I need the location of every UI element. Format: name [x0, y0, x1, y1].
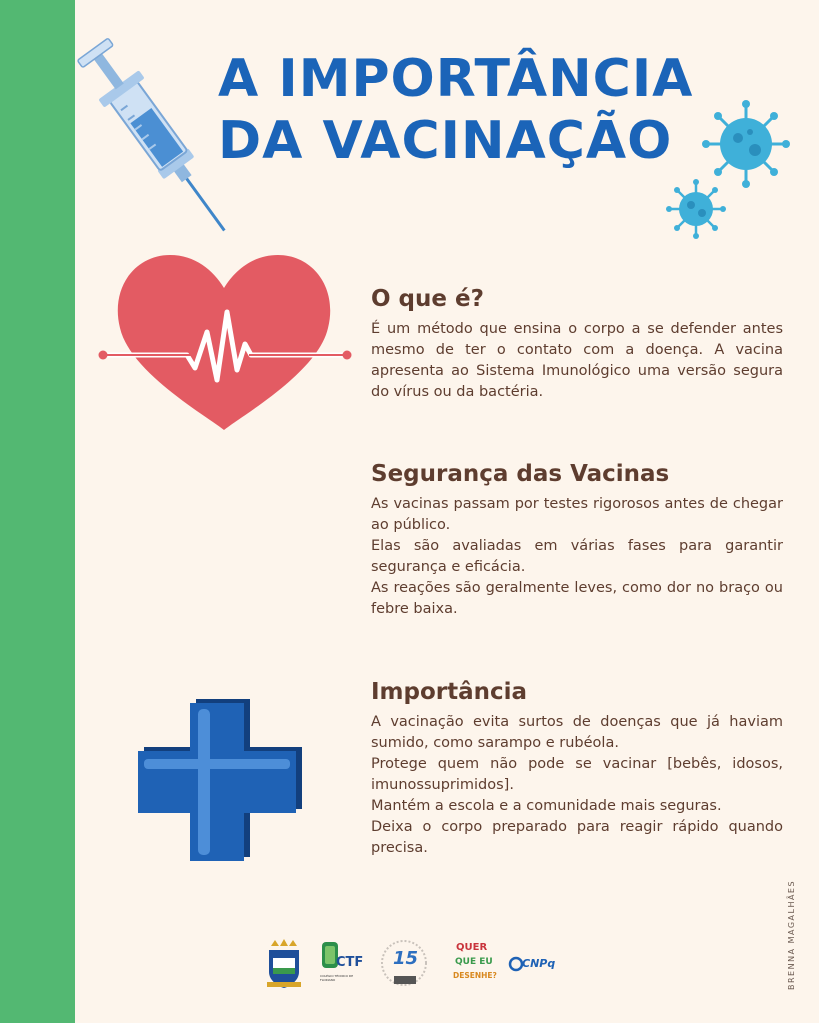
- section-paragraph: Elas são avaliadas em várias fases para garantir segurança e eficácia.: [371, 538, 783, 575]
- cnpq-logo-text: CNPq: [522, 957, 556, 970]
- quer-logo-line-3: DESENHE?: [453, 971, 497, 980]
- section-paragraph: As reações são geralmente leves, como dor no braço ou febre baixa.: [371, 580, 783, 617]
- ctf-logo-text: CTF: [336, 955, 364, 970]
- cnpq-logo: [508, 955, 556, 975]
- section-importancia: [371, 676, 783, 859]
- quer-que-eu-desenhe-logo: [453, 938, 497, 990]
- quer-logo-line-2: QUE EU: [455, 957, 493, 967]
- ctf-logo-subtitle: COLÉGIO TÉCNICO DE FLORIANO: [320, 974, 354, 982]
- quer-logo-line-1: QUER: [456, 942, 488, 953]
- heart-pulse-icon: [95, 250, 355, 435]
- anniversary-logo: [378, 938, 430, 990]
- page-title: [218, 48, 693, 172]
- section-heading: O que é?: [371, 286, 484, 312]
- title-line-2: DA VACINAÇÃO: [218, 111, 673, 171]
- section-paragraph: Mantém a escola e a comunidade mais seguras.: [371, 798, 722, 814]
- title-line-1: A IMPORTÂNCIA: [218, 49, 694, 109]
- section-paragraph: As vacinas passam por testes rigorosos antes de chegar ao público.: [371, 496, 783, 533]
- section-paragraph: É um método que ensina o corpo a se defender antes mesmo de ter o contato com a doença. A vacina apresenta ao Sistema Imunológico uma versão segura do vírus ou da bactéria.: [371, 321, 783, 400]
- section-paragraph: A vacinação evita surtos de doenças que já haviam sumido, como sarampo e rubéola.: [371, 714, 783, 751]
- section-o-que-e: [371, 283, 783, 403]
- section-seguranca: [371, 458, 783, 620]
- virus-icon: [700, 98, 792, 190]
- ctf-logo: [320, 938, 362, 990]
- designer-credit: BRENNA MAGALHÃES: [787, 879, 796, 990]
- section-paragraph: Deixa o corpo preparado para reagir rápido quando precisa.: [371, 819, 783, 856]
- section-heading: Importância: [371, 679, 528, 705]
- section-paragraph: Protege quem não pode se vacinar [bebês, idosos, imunossuprimidos].: [371, 756, 783, 793]
- medical-cross-icon: [128, 695, 308, 870]
- virus-icon: [665, 178, 727, 240]
- section-heading: Segurança das Vacinas: [371, 461, 670, 487]
- university-crest-logo: [265, 938, 303, 990]
- anniversary-number: 15: [393, 948, 419, 969]
